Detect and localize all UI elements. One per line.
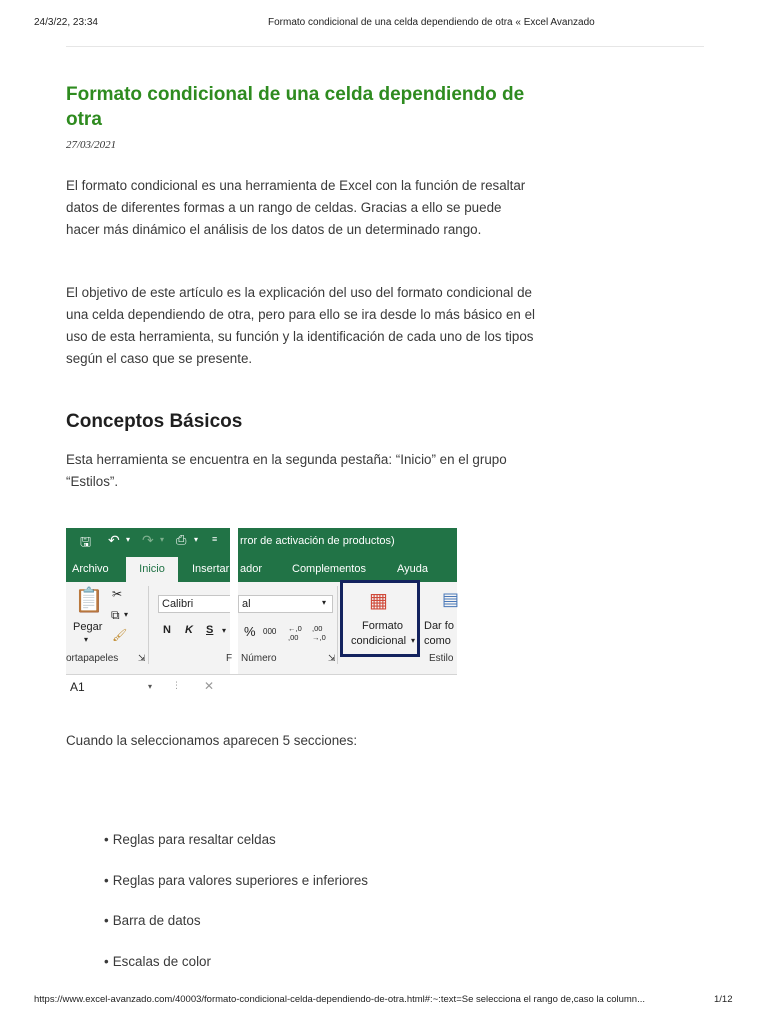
print-url: https://www.excel-avanzado.com/40003/formato-condicional-celda-dependiendo-de-otra.html#:~:text=Se selecciona el rango de,caso la column... xyxy=(34,994,645,1005)
formula-bar-grip-icon: ⋮ xyxy=(172,680,181,690)
tab-archivo[interactable]: Archivo xyxy=(72,563,109,575)
name-box-dropdown-icon[interactable]: ▾ xyxy=(148,682,153,691)
after-image-paragraph: Cuando la seleccionamos aparecen 5 secciones: xyxy=(66,733,358,748)
cut-icon[interactable]: ✂ xyxy=(112,587,123,601)
redo-dropdown-icon: ▾ xyxy=(160,535,165,544)
list-item: • Reglas para resaltar celdas xyxy=(104,832,276,847)
article-title[interactable]: Formato condicional de una celda dependiendo de otra xyxy=(66,84,525,130)
tab-programador[interactable]: ador xyxy=(240,563,263,575)
clipboard-launcher-icon[interactable]: ⇲ xyxy=(138,653,146,663)
customize-qat-icon: ≡ xyxy=(212,534,218,544)
styles-group-label: Estilo xyxy=(429,653,454,664)
list-item: • Barra de datos xyxy=(104,913,201,928)
undo-icon: ↶ xyxy=(108,532,120,548)
name-box[interactable]: A1 xyxy=(70,680,85,694)
conditional-format-label-1[interactable]: Formato xyxy=(362,620,403,632)
header-divider xyxy=(66,46,704,47)
format-as-table-icon[interactable]: ▤ xyxy=(442,589,460,609)
excel-ribbon-image xyxy=(66,528,460,696)
cancel-formula-icon[interactable]: ✕ xyxy=(204,679,215,693)
decrease-decimal-button[interactable]: ,00 →,0 xyxy=(312,624,326,642)
list-item: • Escalas de color xyxy=(104,953,211,969)
group-divider xyxy=(337,586,338,664)
objective-paragraph: El objetivo de este artículo es la explicación del uso del formato condicional de una celda dependiendo de otra, pero para ello se ira desde lo más básico en el uso de esta herramienta, su función y la identificación de cada uno de los tipos según el caso que se presente. xyxy=(66,285,535,366)
save-icon: 🖫 xyxy=(80,534,92,549)
tab-ayuda[interactable]: Ayuda xyxy=(397,563,428,575)
thousands-button[interactable]: 000 xyxy=(263,627,277,636)
number-group-prefix: F xyxy=(226,653,233,664)
ribbon-tabs xyxy=(66,555,457,582)
conditional-format-highlight xyxy=(340,580,420,657)
sections-list xyxy=(104,830,368,992)
title-bar-text: rror de activación de productos) xyxy=(240,535,395,547)
conditional-format-icon[interactable]: ▦ xyxy=(369,590,388,612)
tab-complementos[interactable]: Complementos xyxy=(292,563,366,575)
underline-dropdown-icon[interactable]: ▾ xyxy=(222,626,227,635)
bullet-icon: • xyxy=(104,913,109,928)
font-name-box[interactable]: Calibri xyxy=(158,595,235,613)
format-painter-icon[interactable]: 🖌 xyxy=(112,628,128,642)
percent-button[interactable]: % xyxy=(244,624,256,639)
paste-button[interactable]: Pegar xyxy=(73,621,103,633)
intro-paragraph: El formato condicional es una herramienta de Excel con la función de resaltar datos de diferentes formas a un rango de celdas. Gracias a ello se puede hacer más dinámico el análisis de los datos de un determinado rango. xyxy=(66,178,526,237)
format-as-table-label-1[interactable]: Dar fo xyxy=(424,620,454,632)
conditional-format-dropdown-icon[interactable]: ▾ xyxy=(411,636,416,645)
page-number: 1/12 xyxy=(714,994,733,1005)
print-header xyxy=(0,0,768,48)
bold-button[interactable]: N xyxy=(163,624,171,636)
touch-dropdown-icon: ▾ xyxy=(194,535,199,544)
bullet-icon: • xyxy=(104,953,109,969)
section-heading: Conceptos Básicos xyxy=(66,411,243,432)
copy-icon[interactable]: ⧉ xyxy=(111,608,120,622)
paste-dropdown-icon[interactable]: ▾ xyxy=(84,635,89,644)
bullet-icon: • xyxy=(104,872,109,888)
number-format-box[interactable]: al xyxy=(238,595,333,613)
list-item: • Reglas para valores superiores e inferiores xyxy=(104,872,368,888)
underline-button[interactable]: S xyxy=(206,624,214,636)
article-header xyxy=(66,82,546,151)
italic-button[interactable]: K xyxy=(185,624,193,636)
clipboard-group-label: ortapapeles xyxy=(66,653,119,664)
touch-mode-icon: ⎙ xyxy=(176,532,187,547)
tab-inicio[interactable]: Inicio xyxy=(126,557,178,582)
conditional-format-label-2[interactable]: condicional xyxy=(351,635,407,647)
increase-decimal-button[interactable]: ←,0 ,00 xyxy=(288,624,302,642)
number-format-dropdown-icon[interactable]: ▾ xyxy=(322,598,327,607)
section-paragraph: Esta herramienta se encuentra en la segunda pestaña: “Inicio” en el grupo “Estilos”. xyxy=(66,452,507,489)
copy-dropdown-icon[interactable]: ▾ xyxy=(124,610,129,619)
bullet-icon: • xyxy=(104,832,109,847)
redo-icon: ↷ xyxy=(142,532,154,548)
number-group-label: Número xyxy=(241,653,277,664)
undo-dropdown-icon: ▾ xyxy=(126,535,131,544)
tab-insertar[interactable]: Insertar xyxy=(192,563,230,575)
paste-icon[interactable]: 📋 xyxy=(74,587,104,614)
formula-bar xyxy=(66,674,457,697)
number-launcher-icon[interactable]: ⇲ xyxy=(328,653,336,663)
post-date: 27/03/2021 xyxy=(66,139,117,151)
print-datetime: 24/3/22, 23:34 xyxy=(34,17,98,28)
group-divider xyxy=(148,586,149,664)
quick-access-toolbar xyxy=(66,528,457,555)
print-doc-title: Formato condicional de una celda dependiendo de otra « Excel Avanzado xyxy=(268,17,595,28)
format-as-table-label-2[interactable]: como xyxy=(424,635,451,647)
image-gap xyxy=(230,528,238,696)
